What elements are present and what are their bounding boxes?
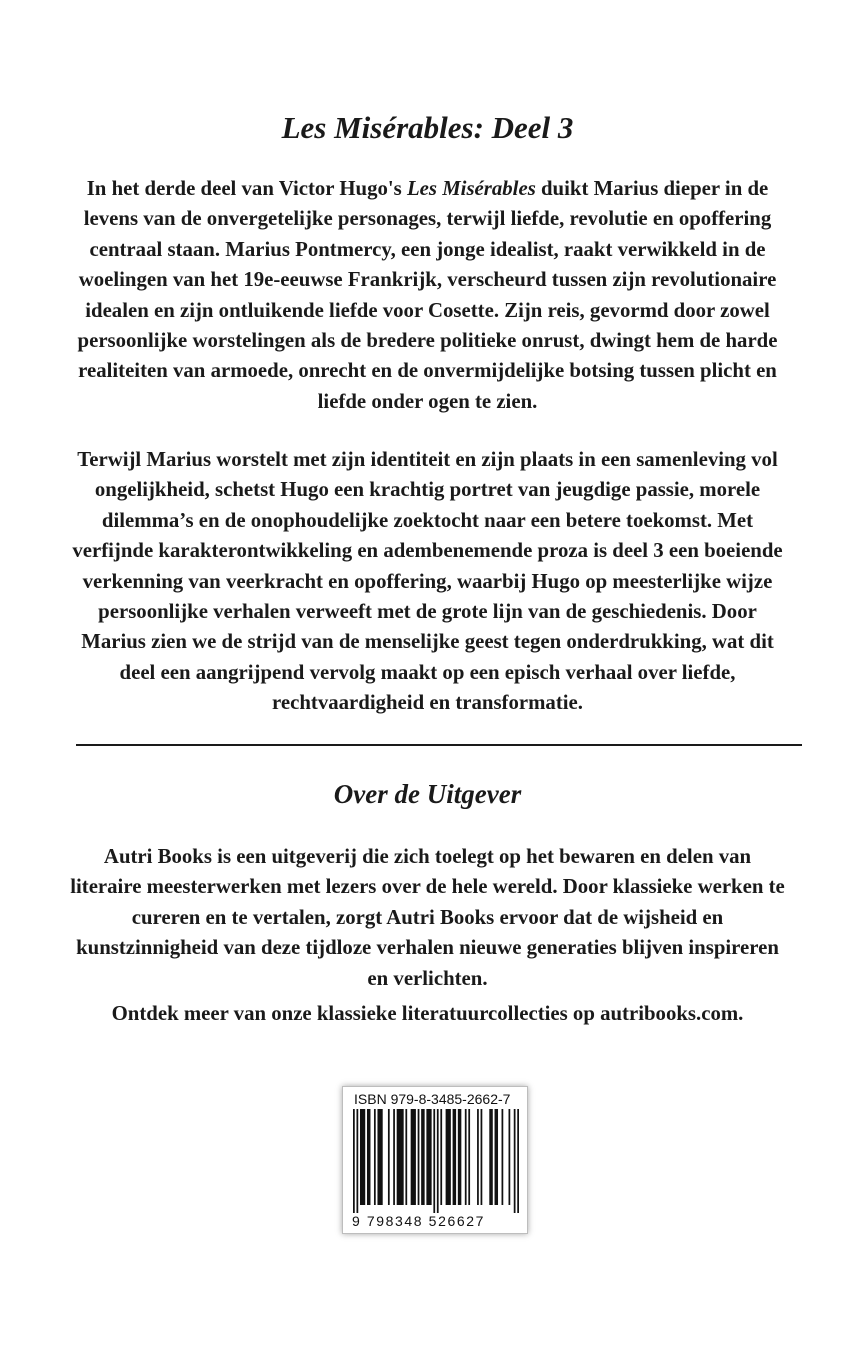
- publisher-website-line: Ontdek meer van onze klassieke literatuurcollecties op autribooks.com.: [111, 1002, 744, 1025]
- barcode-bar-7: [393, 1109, 395, 1205]
- barcode-bar-27: [509, 1109, 511, 1205]
- section-divider: [76, 744, 802, 746]
- barcode-bar-9: [405, 1109, 407, 1205]
- barcode-bar-22: [477, 1109, 479, 1205]
- book-title: Les Misérables: Deel 3: [281, 110, 574, 145]
- barcode-bar-0: [353, 1109, 355, 1213]
- description-paragraph-2: Terwijl Marius worstelt met zijn identiteit en zijn plaats in een samenleving vol ongelijkheid, schetst Hugo een krachtig portret van jeugdige passie, morele dilemma’s en de onophoudelijke zoektocht naar een betere toekomst. Met verfijnde karakterontwikkeling en adembenemende proza is deel 3 een boeiende verkenning van veerkracht en opoffering, waarbij Hugo op meesterlijke wijze persoonlijke verhalen verweeft met de grote lijn van de geschiedenis. Door Marius zien we de strijd van de menselijke geest tegen onderdrukking, wat dit deel een aangrijpend vervolg maakt op een episch verhaal over liefde, rechtvaardigheid en transformatie.: [72, 448, 783, 715]
- barcode-bar-14: [433, 1109, 435, 1213]
- publisher-heading: Over de Uitgever: [333, 779, 522, 809]
- barcode-bar-2: [360, 1109, 365, 1205]
- description-text-start: In het derde deel van Victor Hugo's: [86, 177, 407, 200]
- barcode-bar-5: [377, 1109, 382, 1205]
- barcode-bar-23: [481, 1109, 483, 1205]
- description-book-title: Les Misérables: [406, 177, 536, 200]
- description-text-end: duikt Marius dieper in de levens van de onvergetelijke personages, terwijl liefde, revolutie en opoffering centraal staan. Marius Pontmercy, een jonge idealist, raakt verwikkeld in de woelingen van het 19e-eeuwse Frankrijk, verscheurd tussen zijn revolutionaire idealen en zijn ontluikende liefde voor Cosette. Zijn reis, gevormd door zowel persoonlijke worstelingen als de bredere politieke onrust, dwingt hem de harde realiteiten van armoede, onrecht en de onvermijdelijke botsing tussen plicht en liefde onder ogen te zien.: [77, 177, 778, 413]
- barcode-bar-15: [437, 1109, 439, 1213]
- barcode-bar-24: [489, 1109, 492, 1205]
- barcode-bar-3: [367, 1109, 370, 1205]
- barcode-bar-16: [440, 1109, 442, 1205]
- description-paragraph-1: [70, 174, 785, 417]
- isbn-barcode: [342, 1086, 528, 1234]
- barcode-bar-11: [418, 1109, 420, 1205]
- barcode-bars: [353, 1109, 519, 1213]
- barcode-bar-25: [495, 1109, 498, 1205]
- barcode-bar-4: [374, 1109, 376, 1205]
- barcode-bar-17: [446, 1109, 451, 1205]
- barcode-bar-1: [356, 1109, 358, 1213]
- barcode-bar-12: [421, 1109, 424, 1205]
- barcode-bar-29: [517, 1109, 519, 1213]
- barcode-bar-13: [426, 1109, 431, 1205]
- barcode-bar-8: [397, 1109, 404, 1205]
- barcode-digits: 9 798348 526627: [352, 1213, 485, 1229]
- barcode-bar-21: [468, 1109, 470, 1205]
- barcode-bar-18: [453, 1109, 456, 1205]
- barcode-bar-26: [502, 1109, 504, 1205]
- barcode-bar-19: [458, 1109, 461, 1205]
- barcode-bar-10: [411, 1109, 416, 1205]
- publisher-paragraph: Autri Books is een uitgeverij die zich toelegt op het bewaren en delen van literaire meesterwerken met lezers over de hele wereld. Door klassieke werken te cureren en te vertalen, zorgt Autri Books ervoor dat de wijsheid en kunstzinnigheid van deze tijdloze verhalen nieuwe generaties blijven inspireren en verlichten.: [70, 845, 785, 990]
- isbn-label: ISBN 979-8-3485-2662-7: [354, 1091, 511, 1107]
- barcode-bar-20: [465, 1109, 467, 1205]
- barcode-bar-6: [388, 1109, 390, 1205]
- barcode-bar-28: [514, 1109, 516, 1213]
